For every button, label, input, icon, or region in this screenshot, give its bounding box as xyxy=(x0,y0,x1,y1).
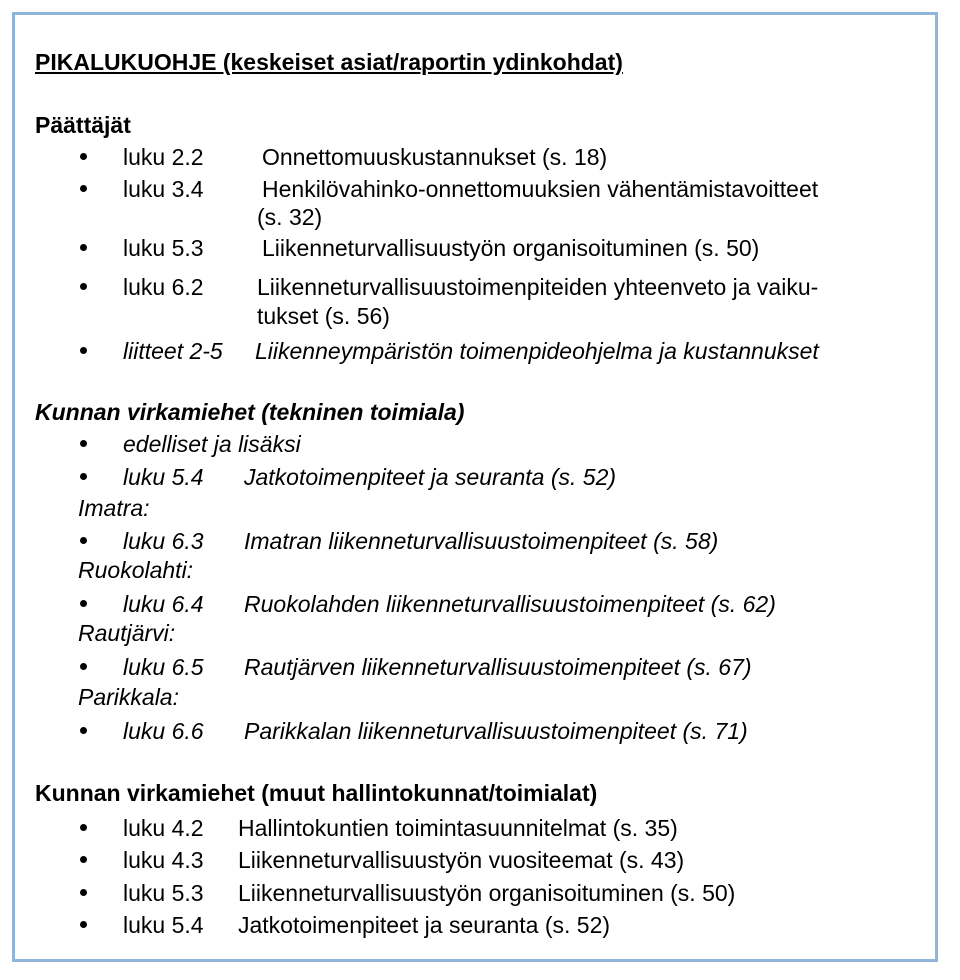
item-text: Ruokolahden liikenneturvallisuustoimenpiteet (s. 62) xyxy=(244,591,776,617)
section-heading-tekninen: Kunnan virkamiehet (tekninen toimiala) xyxy=(35,399,465,425)
item-number: luku 3.4 xyxy=(123,176,204,202)
bullet-icon xyxy=(80,185,87,192)
item-number: luku 6.4 xyxy=(123,591,204,617)
municipality-label: Parikkala: xyxy=(78,684,179,710)
item-text: Liikenneturvallisuustyön organisoituminen (s. 50) xyxy=(262,235,760,261)
bullet-icon xyxy=(80,889,87,896)
item-text: Liikenneympäristön toimenpideohjelma ja kustannukset xyxy=(255,338,819,364)
section-heading-paattajat: Päättäjät xyxy=(35,112,131,138)
item-text: Parikkalan liikenneturvallisuustoimenpiteet (s. 71) xyxy=(244,718,748,744)
bullet-icon xyxy=(80,824,87,831)
item-number: luku 5.3 xyxy=(123,235,204,261)
item-number: luku 5.4 xyxy=(123,464,204,490)
bullet-icon xyxy=(80,663,87,670)
item-text: Imatran liikenneturvallisuustoimenpiteet (s. 58) xyxy=(244,528,719,554)
item-text: Onnettomuuskustannukset (s. 18) xyxy=(262,144,608,170)
municipality-label: Ruokolahti: xyxy=(78,557,194,583)
item-number: luku 6.5 xyxy=(123,654,204,680)
bullet-icon xyxy=(80,921,87,928)
page-title: PIKALUKUOHJE (keskeiset asiat/raportin ydinkohdat) xyxy=(35,49,623,75)
bullet-icon xyxy=(80,347,87,354)
bullet-icon xyxy=(80,440,87,447)
item-text: Jatkotoimenpiteet ja seuranta (s. 52) xyxy=(238,912,611,938)
item-number: luku 4.3 xyxy=(123,847,204,873)
item-text: Henkilövahinko-onnettomuuksien vähentämistavoitteet xyxy=(262,176,819,202)
bullet-icon xyxy=(80,600,87,607)
item-number: luku 4.2 xyxy=(123,815,204,841)
item-number: liitteet 2-5 xyxy=(123,338,223,364)
item-text: Jatkotoimenpiteet ja seuranta (s. 52) xyxy=(244,464,617,490)
item-text: Liikenneturvallisuustoimenpiteiden yhteenveto ja vaiku- xyxy=(257,274,819,300)
item-number: luku 5.3 xyxy=(123,880,204,906)
item-text: Liikenneturvallisuustyön vuositeemat (s. 43) xyxy=(238,847,685,873)
bullet-icon xyxy=(80,856,87,863)
item-number: luku 6.3 xyxy=(123,528,204,554)
bullet-icon xyxy=(80,727,87,734)
municipality-label: Rautjärvi: xyxy=(78,620,176,646)
item-number: luku 2.2 xyxy=(123,144,204,170)
municipality-label: Imatra: xyxy=(78,495,150,521)
item-text: Liikenneturvallisuustyön organisoituminen (s. 50) xyxy=(238,880,736,906)
bullet-icon xyxy=(80,537,87,544)
bullet-icon xyxy=(80,283,87,290)
item-number: luku 5.4 xyxy=(123,912,204,938)
item-number: luku 6.2 xyxy=(123,274,204,300)
bullet-icon xyxy=(80,153,87,160)
item-text-continuation: tukset (s. 56) xyxy=(257,303,390,329)
bullet-icon xyxy=(80,244,87,251)
item-text-continuation: (s. 32) xyxy=(257,204,323,230)
section-heading-muut: Kunnan virkamiehet (muut hallintokunnat/toimialat) xyxy=(35,780,598,806)
intro-text: edelliset ja lisäksi xyxy=(123,431,301,457)
item-text: Hallintokuntien toimintasuunnitelmat (s. 35) xyxy=(238,815,678,841)
item-number: luku 6.6 xyxy=(123,718,204,744)
item-text: Rautjärven liikenneturvallisuustoimenpiteet (s. 67) xyxy=(244,654,752,680)
bullet-icon xyxy=(80,473,87,480)
